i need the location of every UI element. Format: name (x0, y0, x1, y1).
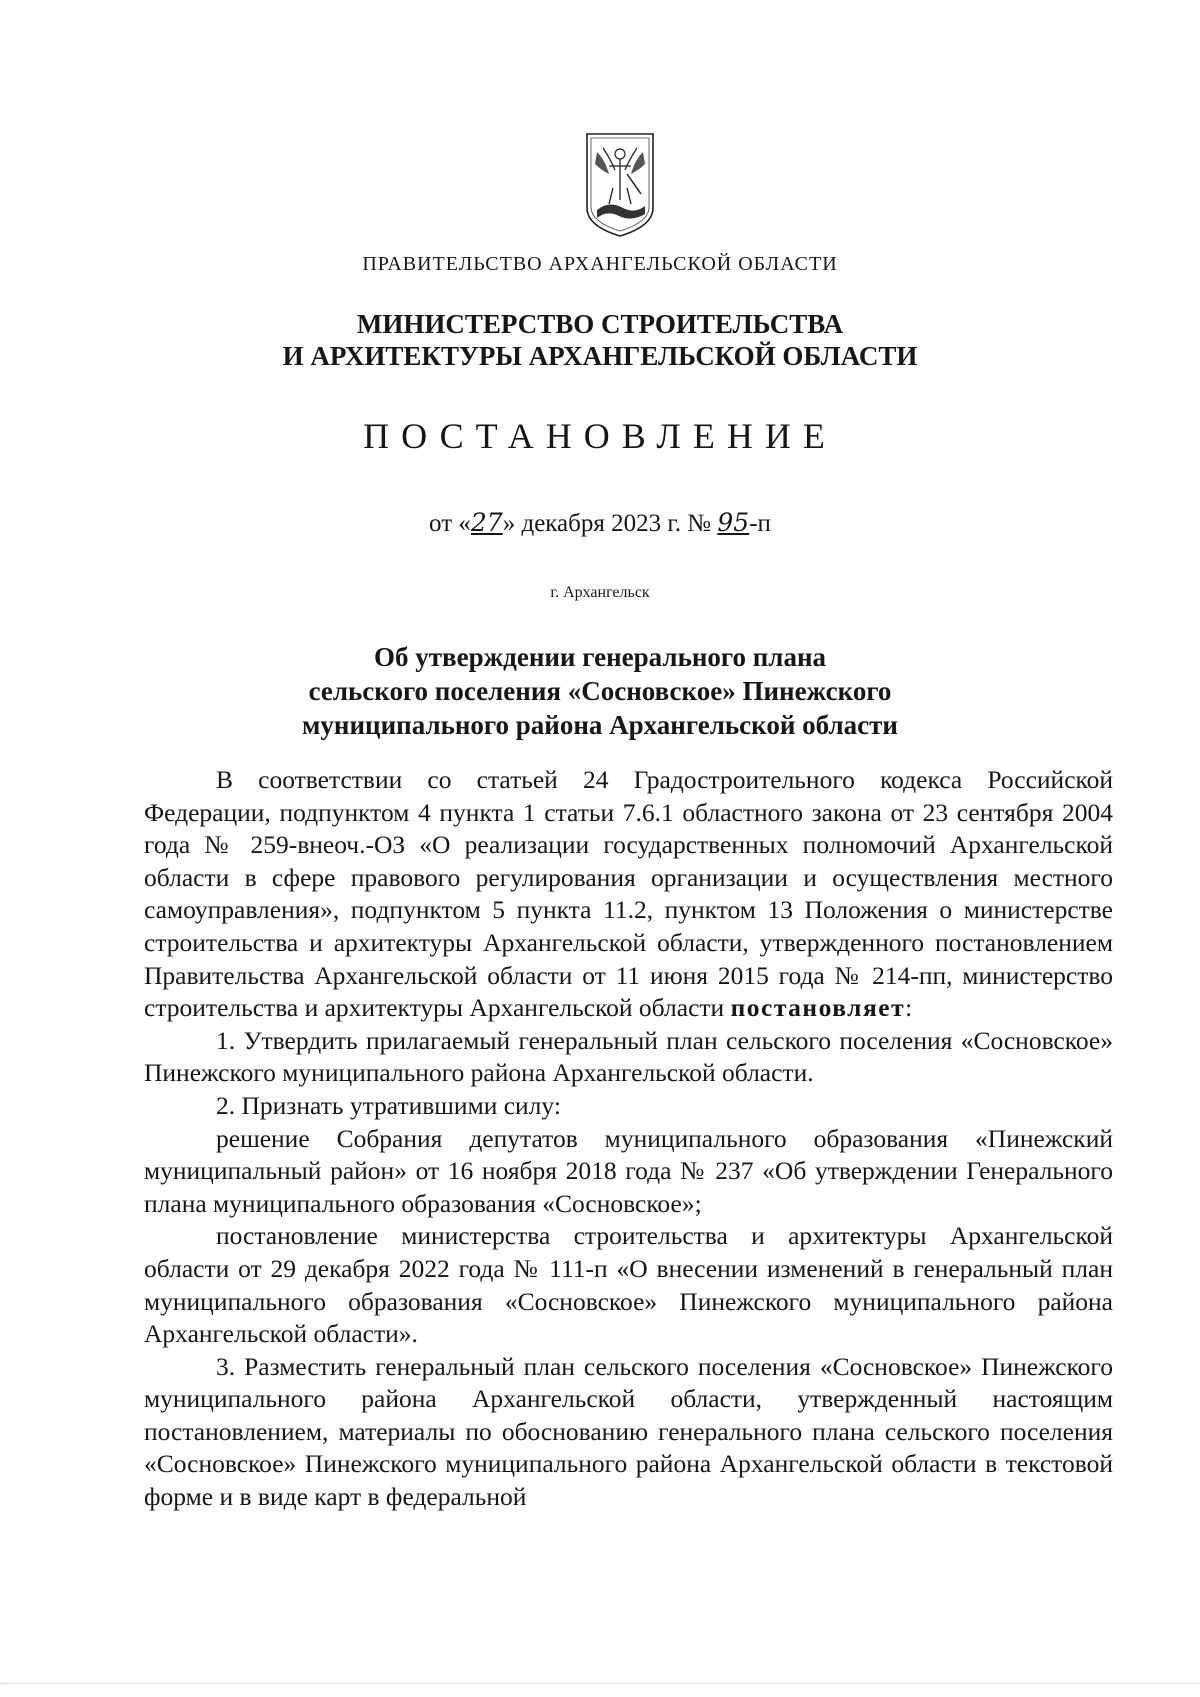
item-3-paragraph: 3. Разместить генеральный план сельского поселения «Сосновское» Пинежского муниципального района Архангельской области, утвержденный настоящим постановлением, материалы по обоснованию генерального плана сельского поселения «Сосновское» Пинежского муниципального района Архангельской области в текстовой форме и в виде карт в федеральной (144, 1351, 1113, 1512)
government-name: ПРАВИТЕЛЬСТВО АРХАНГЕЛЬСКОЙ ОБЛАСТИ (362, 253, 838, 275)
city-name: г. Архангельск (550, 584, 650, 601)
item-1-paragraph: 1. Утвердить прилагаемый генеральный план сельского поселения «Сосновское» Пинежского муниципального района Архангельской области. (144, 1025, 1113, 1088)
document-subject (0, 640, 1200, 742)
resolves-word: постановляет (730, 993, 906, 1023)
resolves-colon: : (905, 993, 913, 1023)
date-prefix: от « (429, 510, 471, 537)
subject-line-2: сельского поселения «Сосновское» Пинежского (308, 676, 892, 706)
document-number-handwritten: 95 (717, 508, 750, 537)
page-bottom-edge (0, 1683, 1200, 1684)
document-date-number (0, 508, 1200, 538)
item-2b-paragraph: постановление министерства строительства и архитектуры Архангельской области от 29 декабря 2022 года № 111-п «О внесении изменений в генеральный план муниципального образования «Сосновское» Пинежского муниципального района Архангельской области». (144, 1221, 1113, 1349)
date-middle: » декабря 2023 г. № (502, 510, 718, 537)
item-2a-paragraph: решение Собрания депутатов муниципального образования «Пинежский муниципальный район» от 16 ноября 2018 года № 237 «Об утверждении Генерального плана муниципального образования «Сосновское»; (144, 1123, 1113, 1218)
coat-of-arms-emblem (583, 130, 657, 240)
subject-line-3: муниципального района Архангельской области (302, 710, 898, 740)
ministry-line-1: МИНИСТЕРСТВО СТРОИТЕЛЬСТВА (356, 309, 844, 339)
document-body (144, 764, 1113, 1514)
document-type-title: ПОСТАНОВЛЕНИЕ (363, 416, 837, 456)
number-suffix: -п (749, 510, 771, 537)
preamble-text: В соответствии со статьей 24 Градостроительного кодекса Российской Федерации, подпунктом 4 пункта 1 статьи 7.6.1 областного закона от 23 сентября 2004 года № 259-внеоч.-ОЗ «О реализации государственных полномочий Архангельской области в сфере правового регулирования организации и осуществления местного самоуправления», подпунктом 5 пункта 11.2, пунктом 13 Положения о министерстве строительства и архитектуры Архангельской области, утвержденного постановлением Правительства Архангельской области от 11 июня 2015 года № 214-пп, министерство строительства и архитектуры Архангельской области (144, 765, 1113, 1023)
ministry-name (0, 308, 1200, 372)
ministry-line-2: И АРХИТЕКТУРЫ АРХАНГЕЛЬСКОЙ ОБЛАСТИ (282, 341, 918, 371)
subject-line-1: Об утверждении генерального плана (374, 642, 826, 672)
preamble-paragraph (144, 764, 1113, 1025)
date-day-handwritten: 27 (470, 508, 503, 537)
item-2-paragraph: 2. Признать утратившими силу: (216, 1090, 561, 1120)
